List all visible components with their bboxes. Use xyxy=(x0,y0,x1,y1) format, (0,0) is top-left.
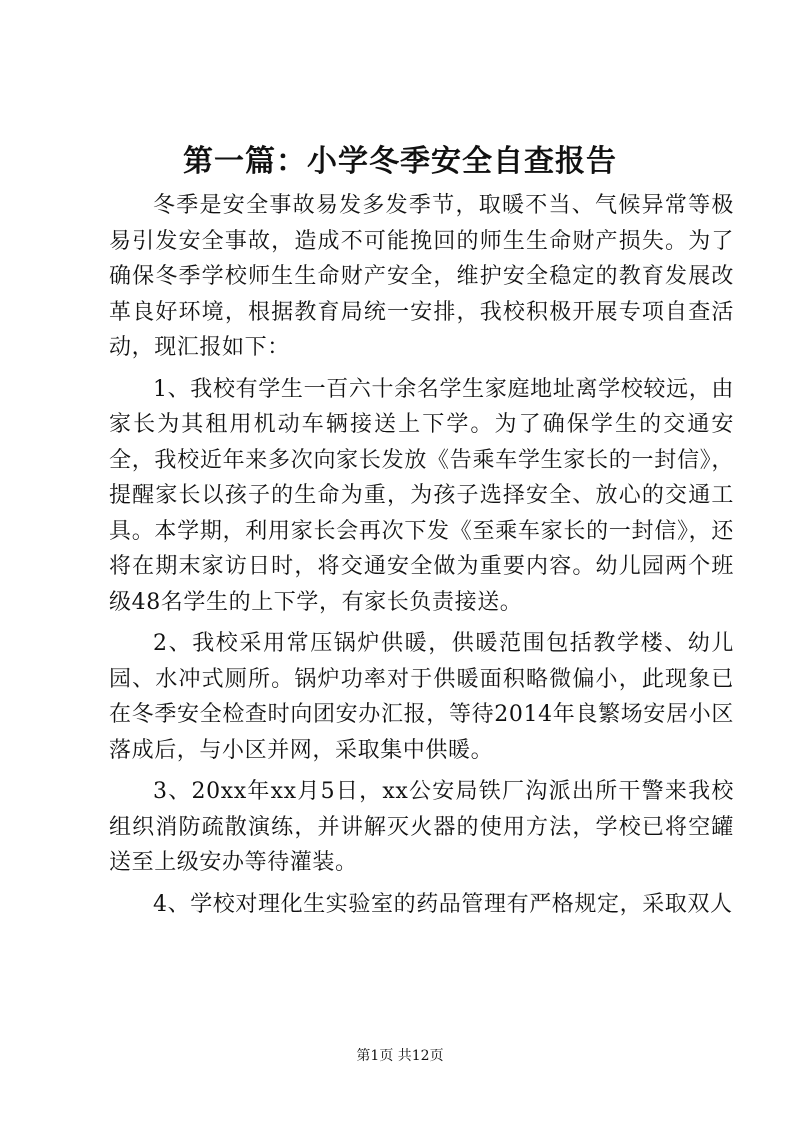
paragraph-item-2: 2、我校采用常压锅炉供暖，供暖范围包括教学楼、幼儿园、水冲式厕所。锅炉功率对于供暖面积略微偏小，此现象已在冬季安全检查时向团安办汇报，等待2014年良繁场安居小区落成后，与小区并网，采取集中供暖。 xyxy=(109,631,734,763)
page-title: 第一篇：小学冬季安全自查报告 xyxy=(183,144,617,179)
paragraph-intro: 冬季是安全事故易发多发季节，取暖不当、气候异常等极易引发安全事故，造成不可能挽回的师生生命财产损失。为了确保冬季学校师生生命财产安全，维护安全稳定的教育发展改革良好环境，根据教育局统一安排，我校积极开展专项自查活动，现汇报如下： xyxy=(109,193,734,360)
page-footer xyxy=(0,1046,800,1066)
paragraph-item-3: 3、20xx年xx月5日，xx公安局铁厂沟派出所干警来我校组织消防疏散演练，并讲解灭火器的使用方法，学校已将空罐送至上级安办等待灌装。 xyxy=(109,779,734,875)
document-body xyxy=(109,188,734,922)
paragraph-item-4: 4、学校对理化生实验室的药品管理有严格规定，采取双人 xyxy=(153,891,733,917)
paragraph-item-1: 1、我校有学生一百六十余名学生家庭地址离学校较远，由家长为其租用机动车辆接送上下学。为了确保学生的交通安全，我校近年来多次向家长发放《告乘车学生家长的一封信》，提醒家长以孩子的生命为重，为孩子选择安全、放心的交通工具。本学期，利用家长会再次下发《至乘车家长的一封信》，还将在期末家访日时，将交通安全做为重要内容。幼儿园两个班级48名学生的上下学，有家长负责接送。 xyxy=(109,376,734,615)
page-number-label: 第1页 共12页 xyxy=(356,1048,444,1064)
